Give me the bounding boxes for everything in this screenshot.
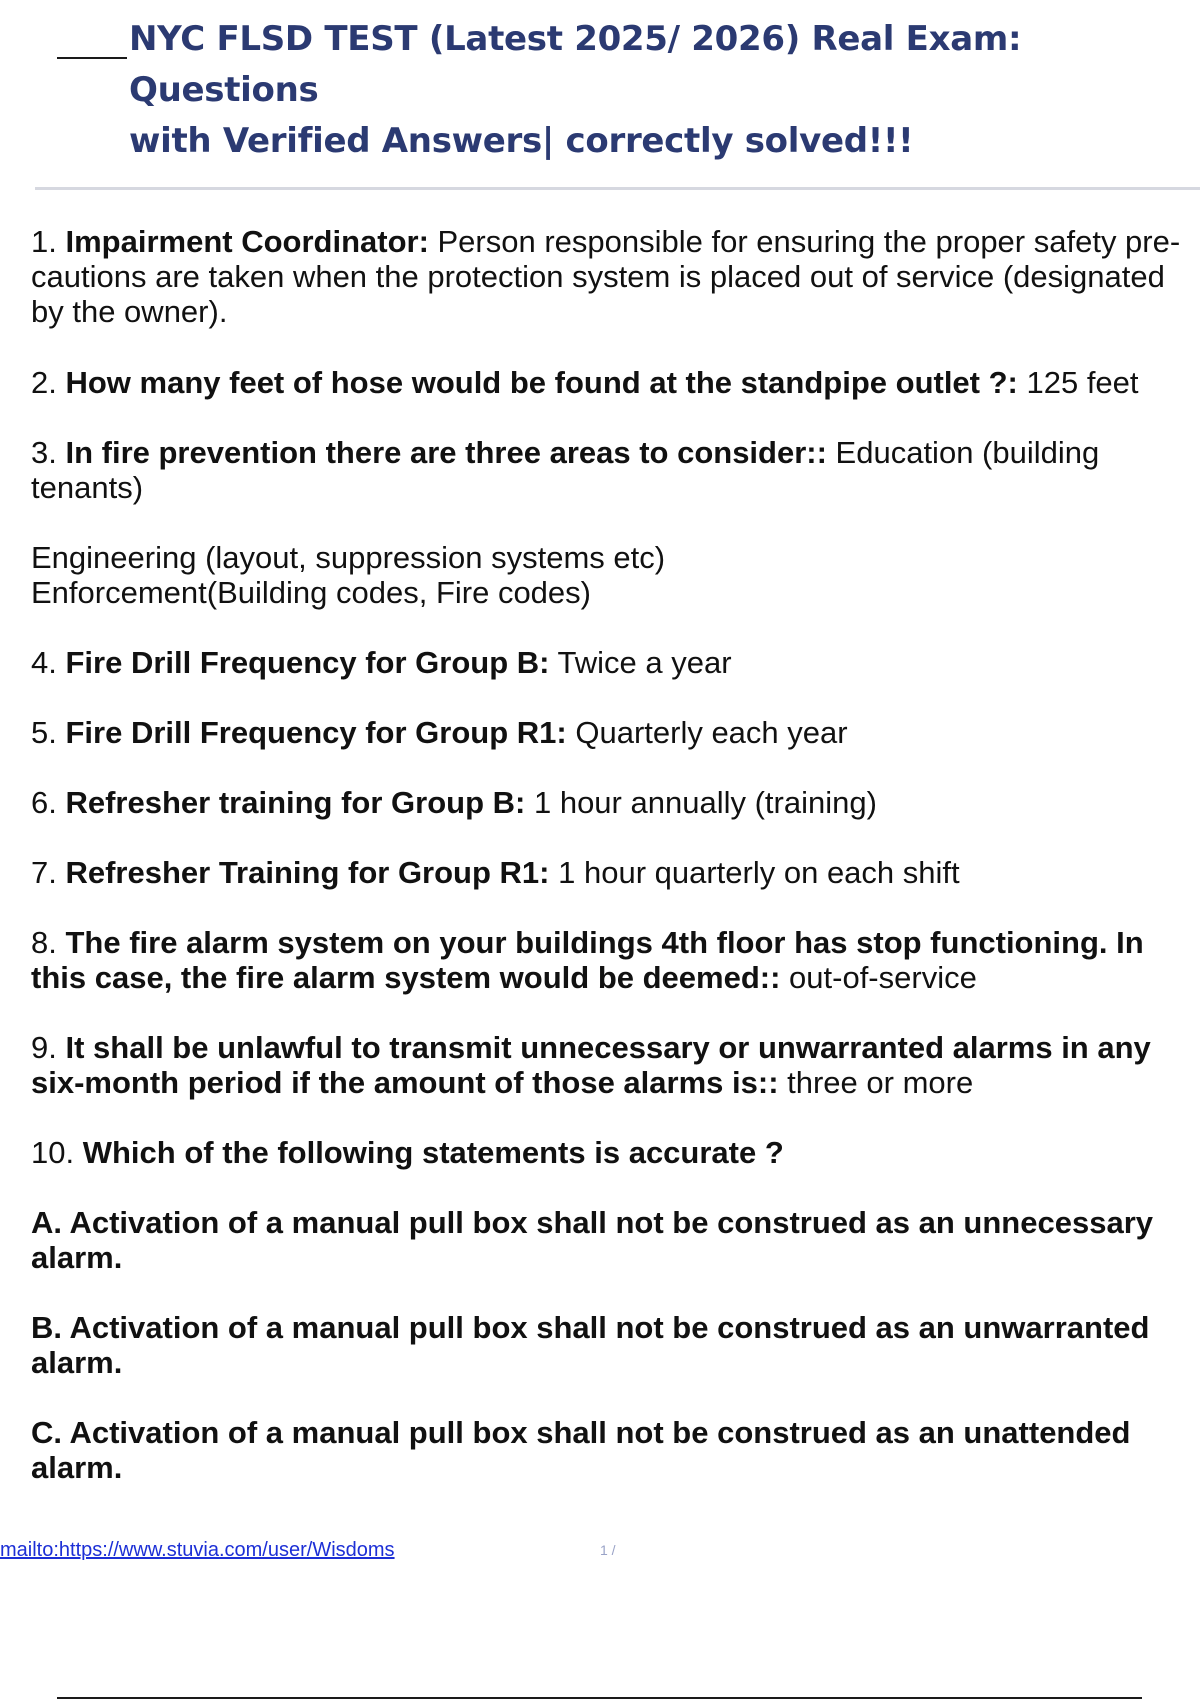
- spacer: [31, 1275, 1200, 1310]
- footer-mailto-link[interactable]: mailto:https://www.stuvia.com/user/Wisdoms: [0, 1539, 395, 1561]
- page-number: 1 /: [600, 1542, 616, 1558]
- option-text: alarm.: [31, 1240, 123, 1275]
- spacer: [31, 1100, 1200, 1135]
- answer-text: Twice a year: [549, 645, 732, 680]
- spacer: [31, 400, 1200, 435]
- qa-line: [31, 1135, 1200, 1170]
- qa-line: [31, 224, 1200, 259]
- answer-text: 1 hour annually (training): [525, 785, 877, 820]
- option-c: [31, 1415, 1200, 1485]
- spacer: [31, 680, 1200, 715]
- question-text: How many feet of hose would be found at the standpipe outlet ?:: [65, 365, 1018, 400]
- question-text: this case, the fire alarm system would be deemed::: [31, 960, 781, 995]
- answer-text: three or more: [778, 1065, 974, 1100]
- title-line-1: NYC FLSD TEST (Latest 2025/ 2026) Real Exam: Questions: [129, 19, 1022, 110]
- spacer: [31, 505, 1200, 540]
- question-text: Fire Drill Frequency for Group R1:: [65, 715, 567, 750]
- option-text: B. Activation of a manual pull box shall not be construed as an unwarranted: [31, 1310, 1150, 1345]
- item-number: 7.: [31, 855, 57, 890]
- qa-line: [31, 1065, 1200, 1100]
- qa-line: [31, 645, 1200, 680]
- question-text: six-month period if the amount of those alarms is::: [31, 1065, 779, 1100]
- bottom-rule: [57, 1697, 1142, 1699]
- qa-item-1: [31, 224, 1200, 329]
- option-text: alarm.: [31, 1450, 123, 1485]
- qa-line: [31, 855, 1200, 890]
- item-number: 1.: [31, 224, 57, 259]
- item-number: 5.: [31, 715, 57, 750]
- title-line-2: with Verified Answers| correctly solved!!!: [129, 121, 914, 161]
- answer-text: 125 feet: [1017, 365, 1139, 400]
- qa-item-5: [31, 715, 1200, 750]
- qa-line: [31, 1030, 1200, 1065]
- qa-line: [31, 715, 1200, 750]
- qa-item-10: [31, 1135, 1200, 1170]
- option-a: [31, 1205, 1200, 1275]
- answer-text: cautions are taken when the protection system is placed out of service (designated: [31, 259, 1165, 294]
- qa-item-4: [31, 645, 1200, 680]
- item-number: 3.: [31, 435, 57, 470]
- qa-line: [31, 960, 1200, 995]
- question-text: It shall be unlawful to transmit unnecessary or unwarranted alarms in any: [65, 1030, 1151, 1065]
- header-divider: [35, 187, 1200, 190]
- answer-text: out-of-service: [780, 960, 977, 995]
- item-number: 2.: [31, 365, 57, 400]
- qa-item-9: [31, 1030, 1200, 1100]
- question-text: In fire prevention there are three areas to consider::: [65, 435, 827, 470]
- answer-text: tenants): [31, 470, 144, 505]
- answer-text: Education (building: [826, 435, 1100, 470]
- option-text: alarm.: [31, 1345, 123, 1380]
- title-underline-rule: [57, 57, 127, 59]
- option-b: [31, 1310, 1200, 1380]
- qa-list: [31, 224, 1200, 1485]
- question-text: Fire Drill Frequency for Group B:: [65, 645, 550, 680]
- item-number: 6.: [31, 785, 57, 820]
- question-text: Which of the following statements is accurate ?: [82, 1135, 784, 1170]
- question-text: Impairment Coordinator:: [65, 224, 429, 259]
- spacer: [31, 610, 1200, 645]
- item-number: 8.: [31, 925, 57, 960]
- qa-item-3: [31, 435, 1200, 505]
- question-text: Refresher training for Group B:: [65, 785, 526, 820]
- spacer: [31, 329, 1200, 365]
- spacer: [31, 1380, 1200, 1415]
- spacer: [31, 750, 1200, 785]
- spacer: [31, 820, 1200, 855]
- option-text: C. Activation of a manual pull box shall not be construed as an unattended: [31, 1415, 1131, 1450]
- spacer: [31, 1170, 1200, 1205]
- question-text: Refresher Training for Group R1:: [65, 855, 550, 890]
- answer-text: Enforcement(Building codes, Fire codes): [31, 575, 591, 610]
- qa-item-6: [31, 785, 1200, 820]
- answer-text: Engineering (layout, suppression systems etc): [31, 540, 666, 575]
- qa-item-3-continued: [31, 540, 1200, 610]
- spacer: [31, 890, 1200, 925]
- item-number: 9.: [31, 1030, 57, 1065]
- question-text: The fire alarm system on your buildings 4th floor has stop functioning. In: [65, 925, 1144, 960]
- qa-item-7: [31, 855, 1200, 890]
- document-title: [129, 14, 1169, 167]
- item-number: 10.: [31, 1135, 75, 1170]
- spacer: [31, 995, 1200, 1030]
- qa-item-2: [31, 365, 1200, 400]
- answer-text: by the owner).: [31, 294, 228, 329]
- qa-line: [31, 435, 1200, 470]
- answer-text: Quarterly each year: [566, 715, 848, 750]
- answer-text: Person responsible for ensuring the proper safety pre-: [428, 224, 1181, 259]
- qa-line: [31, 785, 1200, 820]
- qa-line: [31, 365, 1200, 400]
- option-text: A. Activation of a manual pull box shall not be construed as an unnecessary: [31, 1205, 1153, 1240]
- qa-line: [31, 925, 1200, 960]
- answer-text: 1 hour quarterly on each shift: [549, 855, 960, 890]
- qa-item-8: [31, 925, 1200, 995]
- item-number: 4.: [31, 645, 57, 680]
